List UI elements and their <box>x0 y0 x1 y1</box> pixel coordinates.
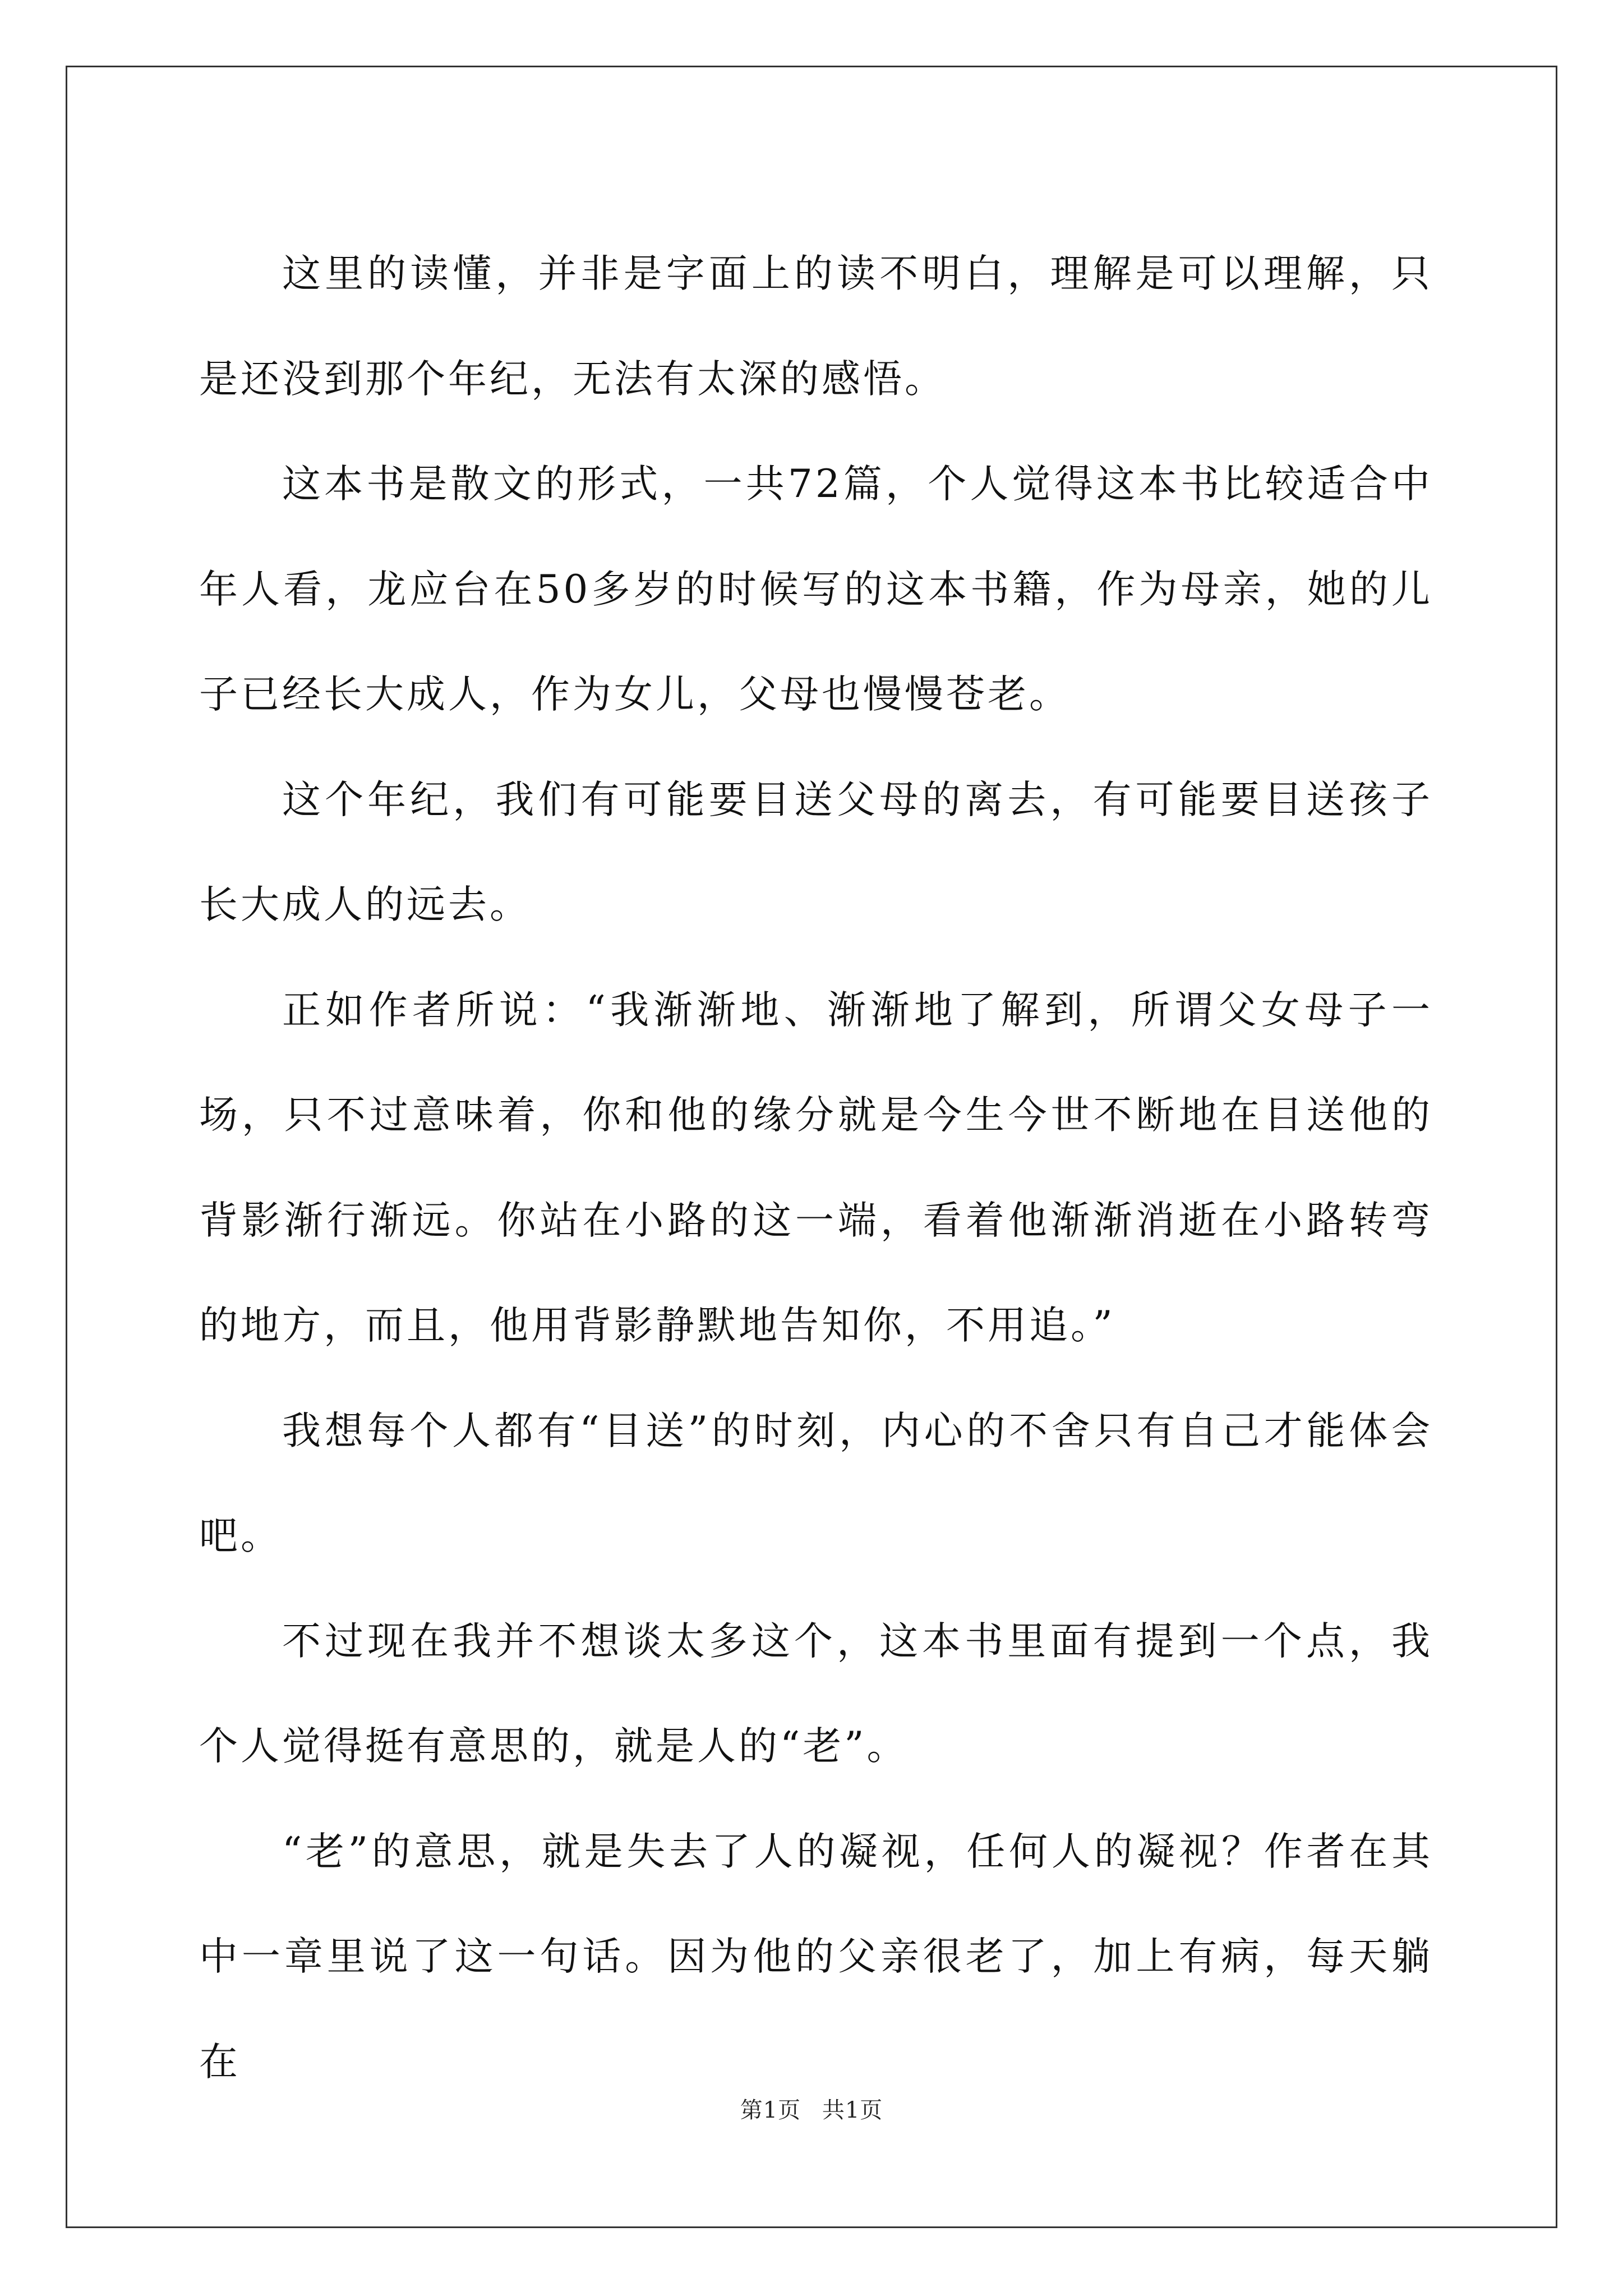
paragraph: 我想每个人都有“目送”的时刻，内心的不舍只有自己才能体会吧。 <box>199 1408 1433 1558</box>
paragraph: 不过现在我并不想谈太多这个，这本书里面有提到一个点，我个人觉得挺有意思的，就是人的“老”。 <box>199 1618 1433 1769</box>
page-number-total: 共1页 <box>822 2097 883 2123</box>
paragraph: 这个年纪，我们有可能要目送父母的离去，有可能要目送孩子长大成人的远去。 <box>199 777 1433 927</box>
document-body <box>199 222 1433 2115</box>
paragraph: 这本书是散文的形式，一共72篇，个人觉得这本书比较适合中年人看，龙应台在50多岁的时候写的这本书籍，作为母亲，她的儿子已经长大成人，作为女儿，父母也慢慢苍老。 <box>199 462 1433 717</box>
paragraph: 这里的读懂，并非是字面上的读不明白，理解是可以理解，只是还没到那个年纪，无法有太深的感悟。 <box>199 251 1433 402</box>
paragraph: 正如作者所说：“我渐渐地、渐渐地了解到，所谓父女母子一场，只不过意味着，你和他的缘分就是今生今世不断地在目送他的背影渐行渐远。你站在小路的这一端，看着他渐渐消逝在小路转弯的地方，而且，他用背影静默地告知你，不用追。” <box>199 987 1433 1348</box>
page-footer <box>0 2092 1623 2124</box>
paragraph: “老”的意思，就是失去了人的凝视，任何人的凝视？作者在其中一章里说了这一句话。因为他的父亲很老了，加上有病，每天躺在 <box>199 1829 1433 2085</box>
page-number-current: 第1页 <box>740 2097 801 2123</box>
